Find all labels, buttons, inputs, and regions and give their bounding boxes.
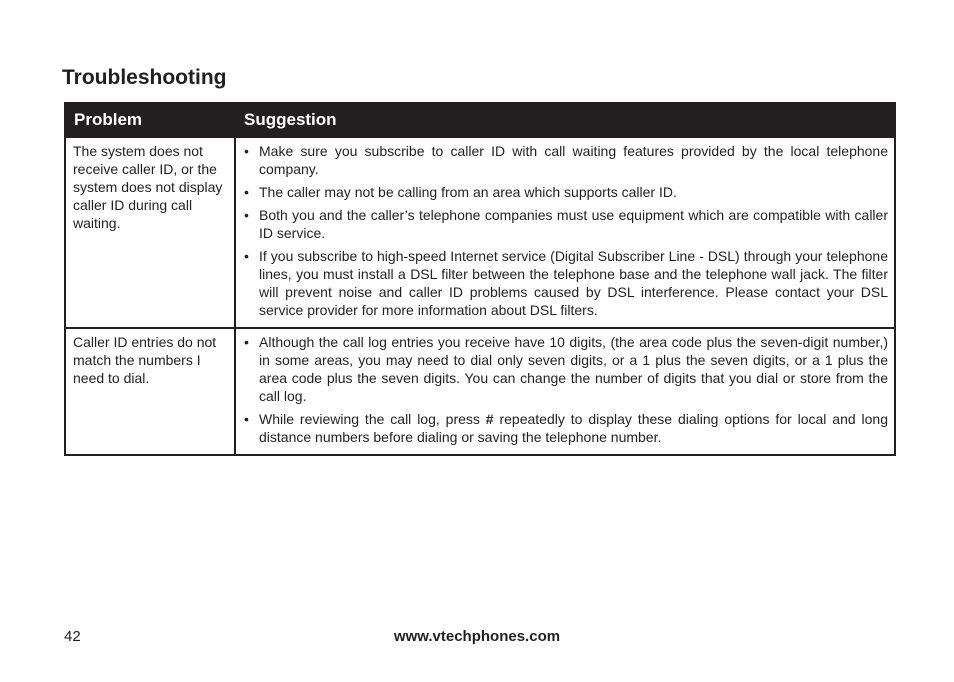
suggestion-column-header: Suggestion [235, 103, 895, 137]
suggestion-text: Although the call log entries you receive have 10 digits, (the area code plus the seven-digit number,) in some areas, you may need to dial only seven digits, or a 1 plus the seven digits, or a 1 plus the area code plus the seven digits. You can change the number of digits that you dial or store from the call log. [259, 334, 888, 404]
suggestion-list [242, 333, 888, 446]
table-row [65, 328, 895, 455]
bullet-icon: • [244, 411, 249, 427]
bullet-icon: • [244, 334, 249, 350]
suggestion-item [242, 333, 888, 405]
suggestion-list [242, 142, 888, 319]
page-number: 42 [64, 628, 81, 645]
hash-key-label: # [485, 411, 494, 427]
suggestion-item [242, 206, 888, 242]
page-title: Troubleshooting [62, 66, 227, 89]
troubleshooting-table [64, 102, 896, 456]
suggestion-cell [235, 137, 895, 328]
suggestion-text-before-key: While reviewing the call log, press [259, 411, 486, 427]
bullet-icon: • [244, 248, 249, 264]
problem-column-header: Problem [65, 103, 235, 137]
suggestion-cell [235, 328, 895, 455]
suggestion-text: The caller may not be calling from an area which supports caller ID. [259, 184, 677, 200]
table-row [65, 137, 895, 328]
bullet-icon: • [244, 184, 249, 200]
problem-cell: Caller ID entries do not match the numbers I need to dial. [65, 328, 235, 455]
suggestion-text-after-key: repeatedly to display these dialing options for local and long distance numbers before dialing or saving the telephone number. [259, 411, 888, 445]
problem-cell: The system does not receive caller ID, or the system does not display caller ID during call waiting. [65, 137, 235, 328]
suggestion-text: Both you and the caller’s telephone companies must use equipment which are compatible with caller ID service. [259, 207, 888, 241]
bullet-icon: • [244, 207, 249, 223]
suggestion-item [242, 142, 888, 178]
suggestion-text [259, 411, 888, 445]
suggestion-item [242, 410, 888, 446]
suggestion-text: If you subscribe to high-speed Internet service (Digital Subscriber Line - DSL) through your telephone lines, you must install a DSL filter between the telephone base and the telephone wall jack. The filter will prevent noise and caller ID problems caused by DSL interference. Please contact your DSL service provider for more information about DSL filters. [259, 248, 888, 318]
bullet-icon: • [244, 143, 249, 159]
suggestion-item [242, 183, 888, 201]
suggestion-item [242, 247, 888, 319]
footer-url: www.vtechphones.com [393, 628, 561, 645]
table-header-row [65, 103, 895, 137]
suggestion-text: Make sure you subscribe to caller ID with call waiting features provided by the local telephone company. [259, 143, 888, 177]
